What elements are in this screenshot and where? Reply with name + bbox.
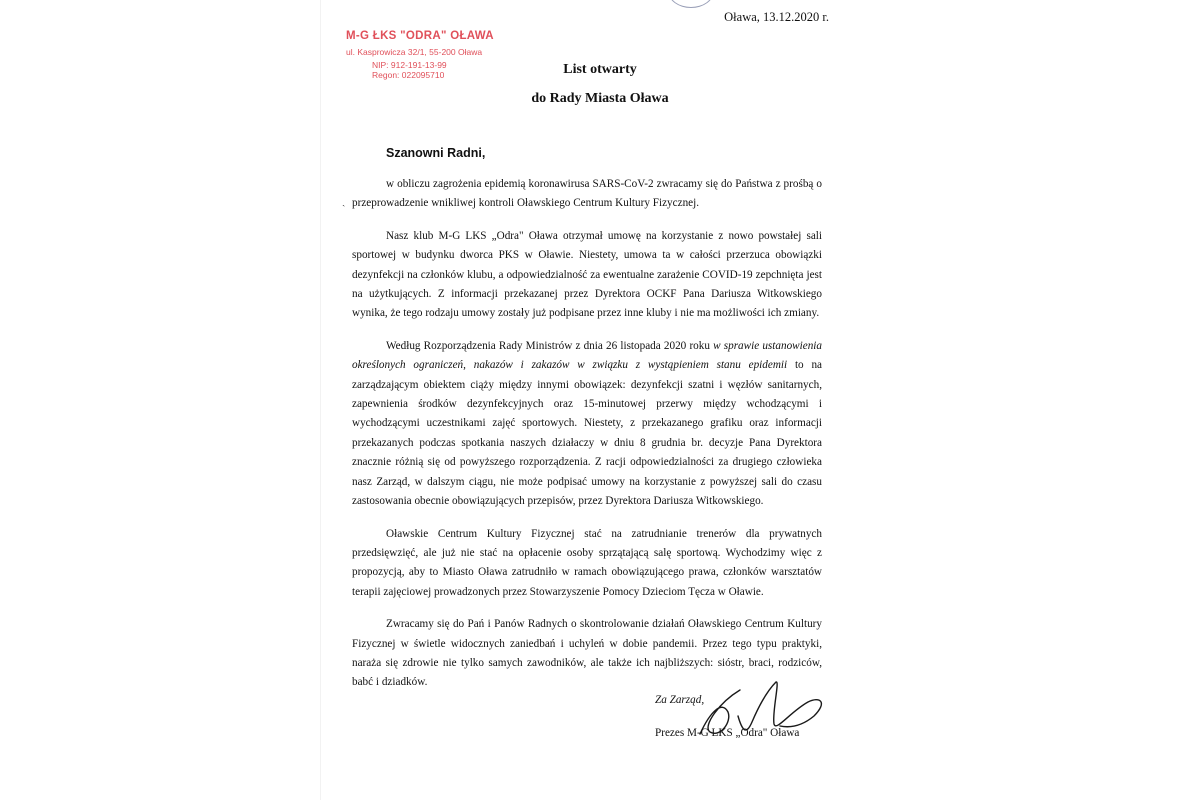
paragraph-4: Oławskie Centrum Kultury Fizycznej stać na zatrudnianie trenerów dla prywatnych przedsięwzięć, ale już nie stać na opłacenie osoby sprzątającą salę sportową. Wychodzimy więc z propozycją, aby to Miasto Oława zatrudniło w ramach obowiązującego prawa, członków warsztatów terapii zajęciowej prowadzonych przez Stowarzyszenie Pomocy Dzieciom Tęcza w Oławie.: [352, 527, 822, 598]
signature-scribble: [680, 672, 840, 752]
paragraph-2: Nasz klub M-G LKS „Odra" Oława otrzymał umowę na korzystanie z nowo powstałej sali sportowej w budynku dworca PKS w Oławie. Niestety, umowa ta w całości przerzuca obowiązki dezynfekcji na członków klubu, a odpowiedzialność za ewentualne zarażenie COVID-19 zepchnięta jest na użytkujących. Z informacji przekazanej przez Dyrektora OCKF Pana Dariusza Witkowskiego wynika, że tego rodzaju umowy zostały już podpisane przez inne kluby i nie ma możliwości ich zmiany.: [352, 229, 822, 320]
letter-title: List otwarty: [563, 62, 637, 77]
stamp-address: ul. Kasprowicza 32/1, 55-200 Oława: [346, 46, 483, 57]
paragraph-3-start: Według Rozporządzenia Rady Ministrów z dnia 26 listopada 2020 roku: [386, 339, 714, 352]
salutation: Szanowni Radni,: [386, 146, 486, 160]
stamp-nip: NIP: 912-191-13-99: [372, 59, 447, 70]
letter-subtitle: do Rady Miasta Oława: [531, 91, 669, 106]
closing-phrase: Za Zarząd,: [655, 694, 705, 706]
stamp-regon: Regon: 022095710: [372, 70, 445, 81]
paragraph-1: w obliczu zagrożenia epidemią koronawirusa SARS-CoV-2 zwracamy się do Państwa z prośbą o przeprowadzenie wnikliwej kontroli Oławskiego Centrum Kultury Fizycznej.: [352, 178, 822, 210]
page-edge: [320, 0, 321, 800]
margin-mark: ˏ: [342, 196, 346, 207]
letter-body: [352, 175, 822, 706]
paragraph-3: [352, 337, 822, 512]
signatory: Prezes M-G LKS „Odra" Oława: [655, 727, 800, 739]
scan-mark: [668, 0, 714, 8]
stamp-club-name: M-G ŁKS "ODRA" OŁAWA: [346, 30, 494, 42]
paragraph-5: Zwracamy się do Pań i Panów Radnych o skontrolowanie działań Oławskiego Centrum Kultury Fizycznej w świetle widocznych zaniedbań i uchyleń w dobie pandemii. Przez tego typu praktyki, naraża się zdrowie nie tylko samych zawodników, ale także ich najbliższych: sióstr, braci, rodziców, babć i dziadków.: [352, 618, 822, 689]
letter-date: Oława, 13.12.2020 r.: [724, 10, 829, 24]
paragraph-3-end: to na zarządzającym obiektem ciąży między innymi obowiązek: dezynfekcji szatni i węzłów sanitarnych, zapewnienia środków dezynfekcyjnych oraz 15-minutowej przerwy między wchodzącymi i wychodzącymi uczestnikami zajęć sportowych. Niestety, z przekazanego grafiku oraz informacji przekazanych podczas spotkania naszych działaczy w dniu 8 grudnia br. decyzje Pana Dyrektora znacznie różnią się od powyższego rozporządzenia. Z racji odpowiedzialności za drugiego człowieka nasz Zarząd, w dalszym ciągu, nie może podpisać umowy na korzystanie z powyższej sali do czasu zastosowania obecnie obowiązujących przepisów, przez Dyrektora Dariusza Witkowskiego.: [352, 359, 822, 508]
regulation-title: w sprawie ustanowienia określonych ograniczeń, nakazów i zakazów w związku z wystąpieniem stanu epidemii: [352, 339, 823, 372]
